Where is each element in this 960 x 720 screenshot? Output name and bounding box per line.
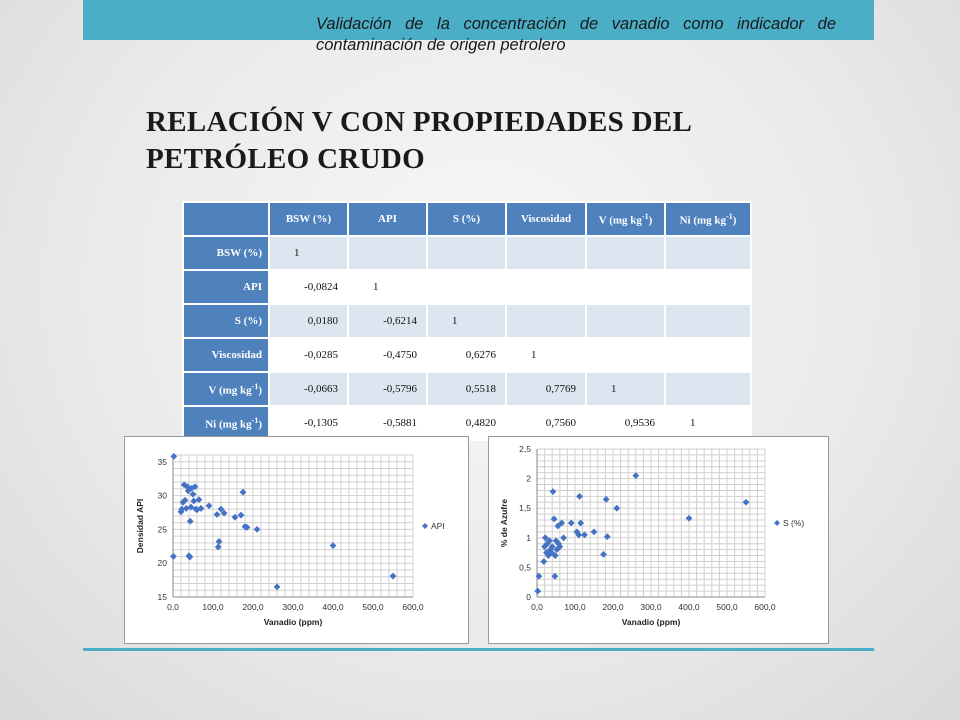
row-header: S (%): [183, 304, 269, 338]
table-cell: 0,7560: [506, 406, 586, 440]
table-cell: -0,1305: [269, 406, 348, 440]
table-cell: -0,5796: [348, 372, 427, 406]
table-cell: 0,9536: [586, 406, 665, 440]
sulfur-scatter-chart-frame: [488, 436, 829, 644]
x-axis-title: Vanadio (ppm): [263, 617, 323, 627]
table-cell: [348, 236, 427, 270]
column-header: Viscosidad: [506, 202, 586, 236]
table-cell: 1: [427, 304, 506, 338]
x-tick-label: 200,0: [602, 602, 624, 612]
table-cell: [665, 270, 751, 304]
x-axis-title: Vanadio (ppm): [621, 617, 681, 627]
data-point: [274, 583, 281, 590]
data-point: [190, 491, 197, 498]
table-cell: 0,4820: [427, 406, 506, 440]
table-cell: [427, 236, 506, 270]
data-point: [686, 515, 693, 522]
table-cell: -0,5881: [348, 406, 427, 440]
data-point: [576, 493, 583, 500]
legend-label: API: [431, 521, 445, 531]
table-row: [183, 406, 751, 440]
x-tick-label: 300,0: [640, 602, 662, 612]
x-tick-label: 500,0: [716, 602, 738, 612]
table-cell: [665, 304, 751, 338]
table-cell: [586, 236, 665, 270]
y-tick-label: 2,5: [519, 444, 531, 454]
table-row: [183, 372, 751, 406]
x-tick-label: 600,0: [402, 602, 424, 612]
table-cell: 1: [269, 236, 348, 270]
table-cell: 1: [665, 406, 751, 440]
legend-label: S (%): [783, 518, 805, 528]
table-cell: 1: [506, 338, 586, 372]
table-cell: -0,4750: [348, 338, 427, 372]
table-cell: [506, 304, 586, 338]
api-scatter-chart-frame: [124, 436, 469, 644]
table-corner-cell: [183, 202, 269, 236]
y-axis-title: Densidad API: [135, 498, 145, 554]
table-cell: 0,0180: [269, 304, 348, 338]
y-tick-label: 35: [157, 456, 167, 467]
api-scatter-chart: [125, 437, 468, 643]
y-tick-label: 0: [526, 592, 531, 602]
column-header: S (%): [427, 202, 506, 236]
data-point: [214, 511, 221, 518]
legend-marker: [774, 520, 780, 526]
data-point: [743, 499, 750, 506]
data-point: [603, 496, 610, 503]
legend-marker: [422, 523, 428, 529]
x-tick-label: 500,0: [362, 602, 384, 612]
correlation-table: [182, 201, 752, 441]
column-header: V (mg $kg^{-1}$): [586, 202, 665, 236]
column-header: API: [348, 202, 427, 236]
y-tick-label: 1: [526, 532, 531, 543]
x-tick-label: 100,0: [564, 602, 586, 612]
table-cell: -0,6214: [348, 304, 427, 338]
table-cell: -0,0663: [269, 372, 348, 406]
y-tick-label: 1,5: [519, 503, 531, 514]
data-point: [190, 498, 197, 505]
x-tick-label: 0,0: [531, 602, 543, 612]
x-tick-label: 300,0: [282, 602, 304, 612]
x-tick-label: 100,0: [202, 602, 224, 612]
data-point: [170, 553, 177, 560]
table-cell: 1: [348, 270, 427, 304]
table-cell: -0,0824: [269, 270, 348, 304]
row-header: Viscosidad: [183, 338, 269, 372]
table-cell: [506, 236, 586, 270]
table-row: [183, 236, 751, 270]
table-cell: [427, 270, 506, 304]
table-cell: [665, 338, 751, 372]
y-tick-label: 15: [157, 592, 167, 602]
x-tick-label: 600,0: [754, 602, 776, 612]
data-point: [390, 573, 397, 580]
table-cell: -0,0285: [269, 338, 348, 372]
x-tick-label: 400,0: [678, 602, 700, 612]
table-row: [183, 338, 751, 372]
x-tick-label: 0,0: [167, 602, 179, 612]
table-cell: [586, 270, 665, 304]
y-axis-title: % de Azufre: [499, 498, 509, 548]
table-cell: [586, 338, 665, 372]
footer-line: [83, 648, 874, 651]
y-tick-label: 20: [157, 558, 167, 569]
table-cell: 0,5518: [427, 372, 506, 406]
slide-title: RELACIÓN V CON PROPIEDADES DEL PETRÓLEO CRUDO: [146, 106, 691, 175]
table-row: [183, 270, 751, 304]
table-cell: [665, 236, 751, 270]
row-header: V (mg $kg^{-1}$): [183, 372, 269, 406]
row-header: BSW (%): [183, 236, 269, 270]
x-tick-label: 400,0: [322, 602, 344, 612]
data-point: [187, 518, 194, 525]
data-point: [550, 488, 557, 495]
data-point: [254, 526, 261, 533]
presentation-subtitle: Validación de la concentración de vanadio como indicador de contaminación de origen petrolero: [316, 15, 836, 54]
data-point: [613, 505, 620, 512]
row-header: Ni (mg $kg^{-1}$): [183, 406, 269, 440]
data-point: [238, 512, 245, 519]
data-point: [568, 520, 575, 527]
table-cell: 1: [586, 372, 665, 406]
sulfur-scatter-chart: [489, 437, 828, 643]
y-tick-label: 2: [526, 473, 531, 484]
table-cell: [665, 372, 751, 406]
x-tick-label: 200,0: [242, 602, 264, 612]
table-header-row: [183, 202, 751, 236]
y-tick-label: 25: [157, 524, 167, 535]
data-point: [560, 534, 567, 541]
data-point: [591, 528, 598, 535]
data-point: [206, 502, 213, 509]
table-row: [183, 304, 751, 338]
column-header: BSW (%): [269, 202, 348, 236]
table-cell: [506, 270, 586, 304]
row-header: API: [183, 270, 269, 304]
data-point: [540, 558, 547, 565]
data-point: [632, 472, 639, 479]
data-point: [534, 588, 541, 595]
y-tick-label: 30: [157, 490, 167, 501]
table-cell: 0,6276: [427, 338, 506, 372]
table-cell: [586, 304, 665, 338]
column-header: Ni (mg $kg^{-1}$): [665, 202, 751, 236]
y-tick-label: 0,5: [519, 562, 531, 573]
data-point: [170, 453, 177, 460]
table-cell: 0,7769: [506, 372, 586, 406]
